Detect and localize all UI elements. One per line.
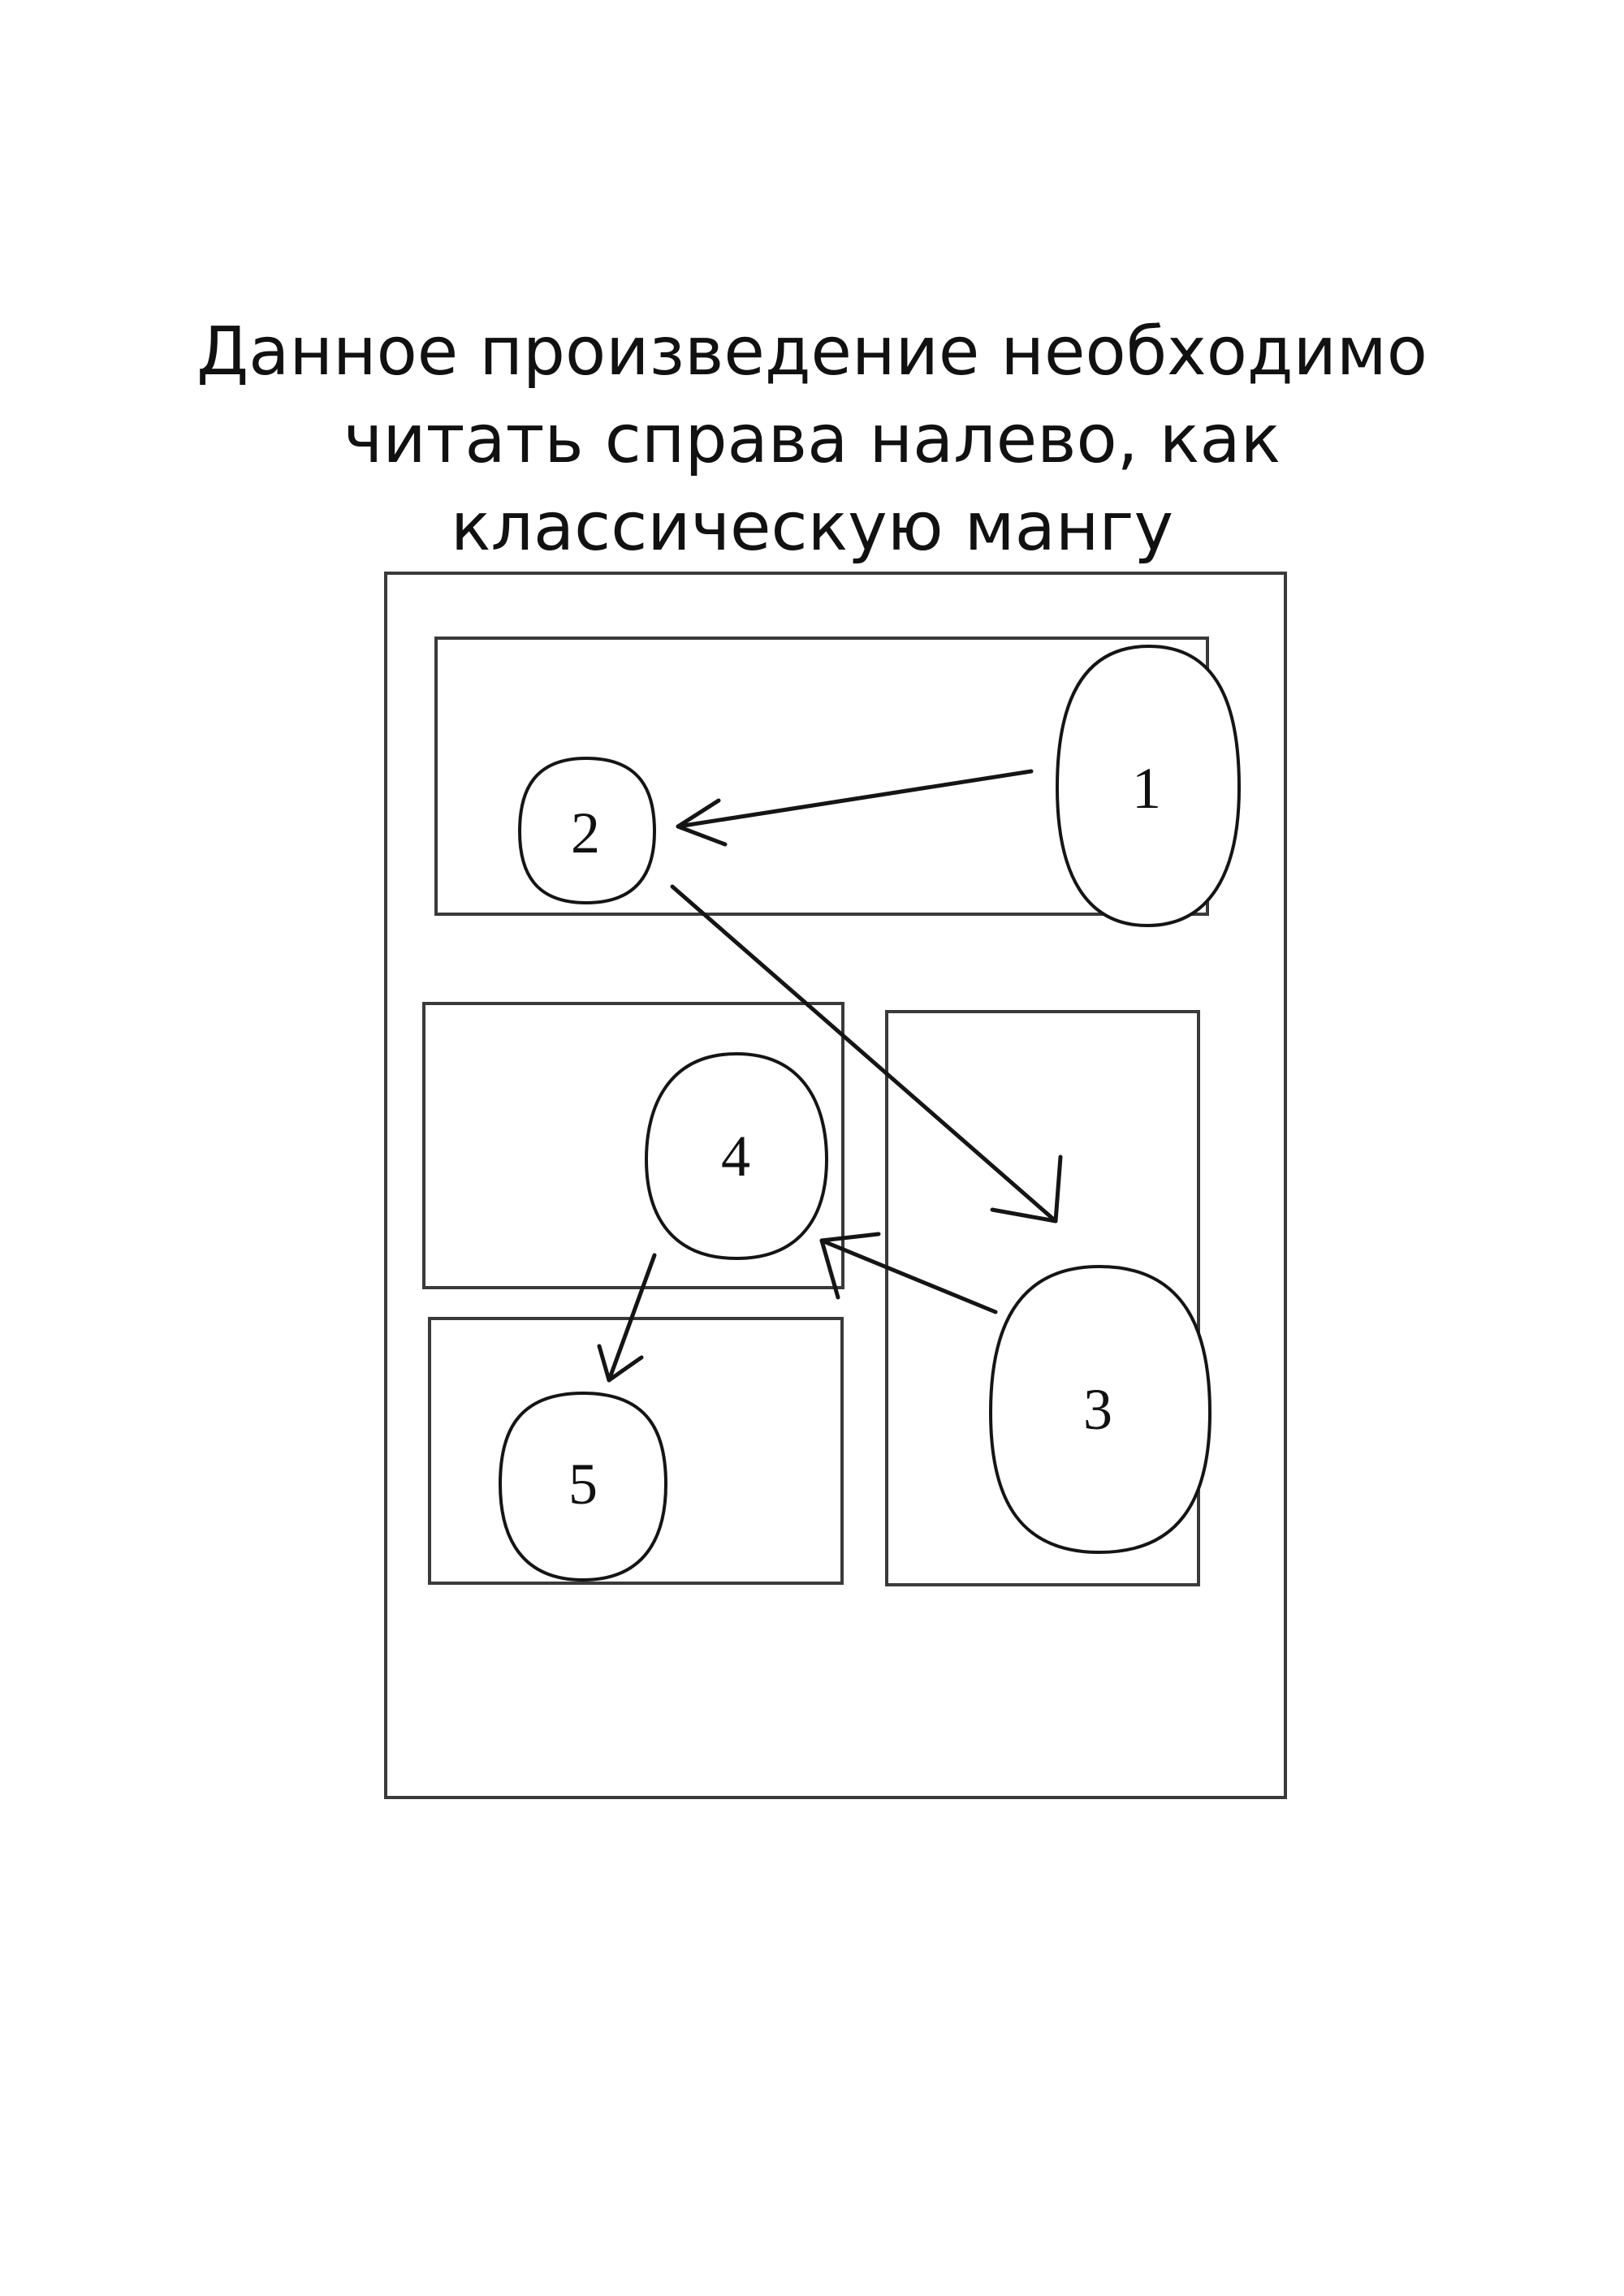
bubble-3 xyxy=(991,1267,1210,1552)
bubble-1-number: 1 xyxy=(1132,756,1161,821)
bubble-4 xyxy=(646,1054,827,1258)
note-line-1: Данное произведение необходимо xyxy=(197,313,1427,391)
bubble-2 xyxy=(520,758,654,903)
note-line-3: классическую мангу xyxy=(450,489,1174,566)
bubble-5 xyxy=(500,1393,666,1580)
bubble-5-number: 5 xyxy=(568,1452,598,1517)
bubble-4-number: 4 xyxy=(721,1124,750,1189)
bubble-3-number: 3 xyxy=(1083,1377,1112,1442)
note-line-2: читать справа налево, как xyxy=(343,401,1281,478)
arrow-3-to-4 xyxy=(822,1234,996,1312)
arrow-1-to-2 xyxy=(678,771,1031,844)
bubble-1 xyxy=(1057,646,1239,926)
bubble-2-number: 2 xyxy=(571,801,600,865)
